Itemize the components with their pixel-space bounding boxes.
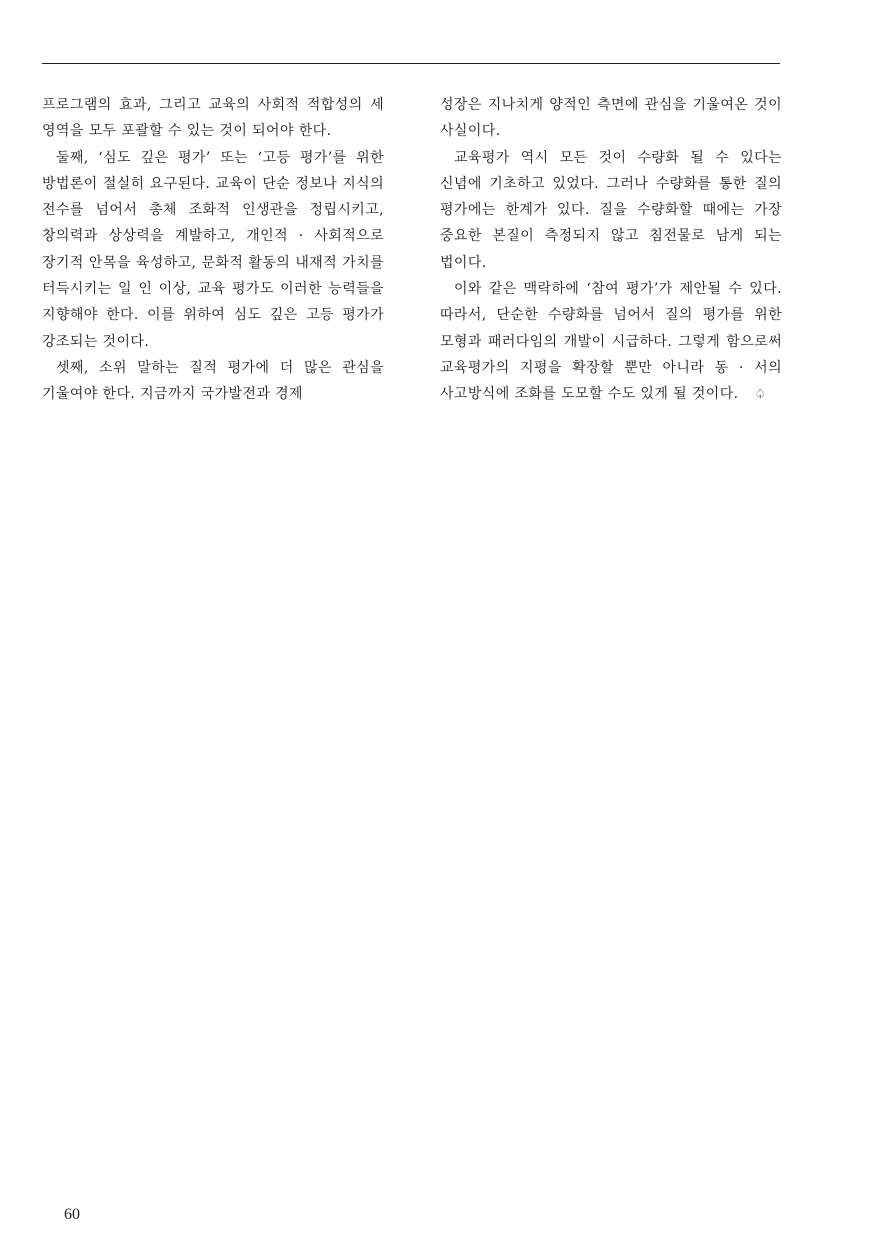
left-column	[42, 92, 384, 408]
paragraph-final	[440, 276, 782, 408]
right-column	[440, 92, 782, 409]
paragraph: 둘째, ‘심도 깊은 평가’ 또는 ‘고등 평가’를 위한 방법론이 절실히 요구된다. 교육이 단순 정보나 지식의 전수를 넘어서 총체 조화적 인생관을 정립시키고, 창의력과 상상력을 계발하고, 개인적 · 사회적으로 장기적 안목을 육성하고, 문화적 활동의 내재적 가치를 터득시키는 일 인 이상, 교육 평가도 이러한 능력들을 지향해야 한다. 이를 위하여 심도 깊은 고등 평가가 강조되는 것이다.	[42, 149, 384, 350]
paragraph-text: 이와 같은 맥락하에 ‘참여 평가’가 제안될 수 있다. 따라서, 단순한 수량화를 넘어서 질의 평가를 위한 모형과 패러다임의 개발이 시급하다. 그렇게 함으로써 교육평가의 지평을 확장할 뿐만 아니라 동 · 서의 사고방식에 조화를 도모할 수도 있게 될 것이다.	[440, 281, 782, 403]
paragraph: 교육평가 역시 모든 것이 수량화 될 수 있다는 신념에 기초하고 있었다. 그러나 수량화를 통한 질의 평가에는 한계가 있다. 질을 수량화할 때에는 가장 중요한 본질이 측정되지 않고 침전물로 남게 되는 법이다.	[440, 149, 782, 271]
header-rule	[42, 63, 780, 64]
page-number: 60	[64, 1206, 80, 1223]
paragraph: 셋째, 소위 말하는 질적 평가에 더 많은 관심을 기울여야 한다. 지금까지 국가발전과 경제	[42, 359, 384, 403]
paragraph: 프로그램의 효과, 그리고 교육의 사회적 적합성의 세 영역을 모두 포괄할 수 있는 것이 되어야 한다.	[42, 97, 384, 140]
paragraph: 성장은 지나치게 양적인 측면에 관심을 기울여온 것이 사실이다.	[440, 97, 782, 140]
end-mark-icon: ♤	[754, 387, 767, 403]
